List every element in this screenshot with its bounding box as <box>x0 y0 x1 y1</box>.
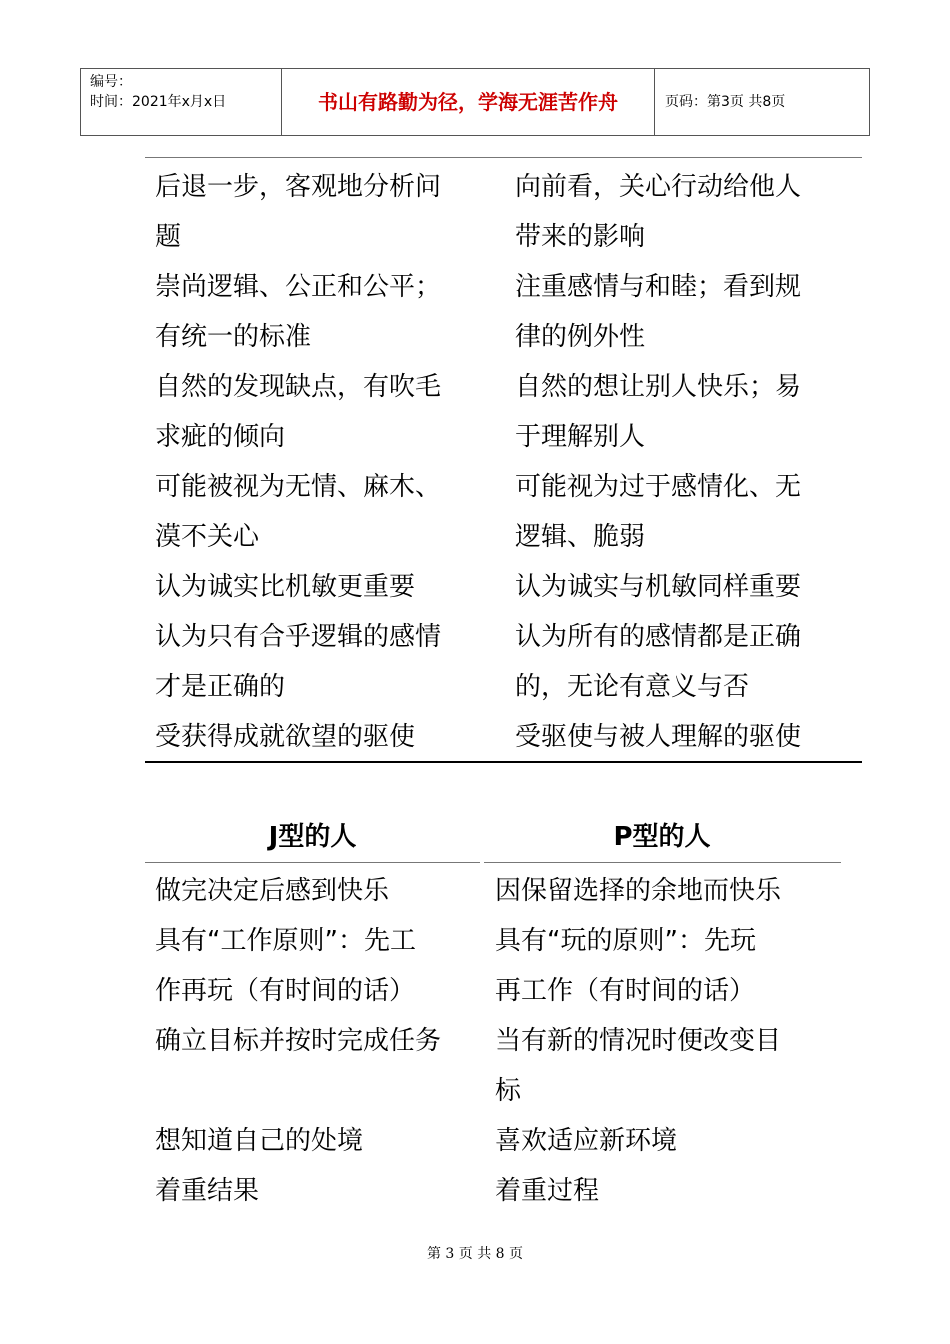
cell-line: 可能视为过于感情化、无 <box>515 472 802 502</box>
cell-line: 认为诚实与机敏同样重要 <box>515 572 802 602</box>
table-row <box>0 362 950 462</box>
cell-line: 当有新的情况时便改变目 <box>495 1026 782 1056</box>
cell-line: 确立目标并按时完成任务 <box>155 1026 442 1056</box>
table-cell-right <box>495 1116 840 1166</box>
cell-line: 做完决定后感到快乐 <box>155 876 390 906</box>
cell-line: 认为诚实比机敏更重要 <box>155 572 416 602</box>
table1-bottom-rule <box>145 761 862 763</box>
table-row <box>0 562 950 612</box>
table2-head-rule-right <box>484 862 841 863</box>
table-cell-left <box>155 362 495 462</box>
cell-line: 自然的发现缺点，有吹毛 <box>155 372 442 402</box>
table-cell-right <box>515 462 860 562</box>
cell-line: 律的例外性 <box>515 322 646 352</box>
cell-line: 崇尚逻辑、公正和公平； <box>155 272 442 302</box>
table-row <box>0 162 950 262</box>
header-motto: 书山有路勤为径，学海无涯苦作舟 <box>282 69 655 135</box>
cell-line: 向前看，关心行动给他人 <box>515 172 802 202</box>
cell-line: 注重感情与和睦；看到规 <box>515 272 802 302</box>
table-row <box>0 712 950 762</box>
table-row <box>0 612 950 712</box>
cell-line: 可能被视为无情、麻木、 <box>155 472 442 502</box>
cell-line: 于理解别人 <box>515 422 646 452</box>
table-cell-right <box>495 1016 840 1116</box>
cell-line: 喜欢适应新环境 <box>495 1126 678 1156</box>
cell-line: 认为只有合乎逻辑的感情 <box>155 622 442 652</box>
table-row <box>0 1016 950 1116</box>
table-cell-right <box>515 712 860 762</box>
table-row <box>0 262 950 362</box>
cell-line: 着重过程 <box>495 1176 600 1206</box>
cell-line: 后退一步，客观地分析问 <box>155 172 442 202</box>
time-label: 时间：2021年x月x日 <box>90 94 227 110</box>
cell-line: 标 <box>495 1076 522 1106</box>
cell-line: 才是正确的 <box>155 672 286 702</box>
cell-line: 题 <box>155 222 182 252</box>
table-cell-left <box>155 562 495 612</box>
number-label: 编号： <box>90 74 132 90</box>
table-row <box>0 462 950 562</box>
cell-line: 着重结果 <box>155 1176 260 1206</box>
cell-line: 认为所有的感情都是正确 <box>515 622 802 652</box>
table-row <box>0 866 950 916</box>
table1-top-rule <box>145 157 862 158</box>
header-meta-cell <box>81 69 282 135</box>
table-cell-left <box>155 1116 480 1166</box>
cell-line: 漠不关心 <box>155 522 260 552</box>
cell-line: 因保留选择的余地而快乐 <box>495 876 782 906</box>
cell-line: 具有“工作原则”：先工 <box>155 926 416 956</box>
cell-line: 带来的影响 <box>515 222 646 252</box>
cell-line: 具有“玩的原则”：先玩 <box>495 926 756 956</box>
table-cell-right <box>515 162 860 262</box>
table-cell-right <box>515 612 860 712</box>
table2-head-rule-left <box>145 862 480 863</box>
table-cell-right <box>495 866 840 916</box>
header-page-info: 页码：第3页 共8页 <box>665 94 786 110</box>
cell-line: 作再玩（有时间的话） <box>155 976 416 1006</box>
table-cell-left <box>155 612 495 712</box>
table-cell-right <box>515 562 860 612</box>
cell-line: 受驱使与被人理解的驱使 <box>515 722 802 752</box>
cell-line: 求疵的倾向 <box>155 422 286 452</box>
document-header <box>80 68 870 136</box>
table-cell-left <box>155 162 495 262</box>
cell-line: 逻辑、脆弱 <box>515 522 646 552</box>
table2-head-j: J型的人 <box>268 822 357 852</box>
table-cell-left <box>155 262 495 362</box>
table-row <box>0 1166 950 1216</box>
table-cell-left <box>155 916 480 1016</box>
page-footer: 第 3 页 共 8 页 <box>426 1246 524 1262</box>
cell-line: 有统一的标准 <box>155 322 312 352</box>
cell-line: 受获得成就欲望的驱使 <box>155 722 416 752</box>
table-cell-left <box>155 712 495 762</box>
table2-head-p: P型的人 <box>613 822 711 852</box>
table-row <box>0 1116 950 1166</box>
cell-line: 的，无论有意义与否 <box>515 672 750 702</box>
table-cell-left <box>155 866 480 916</box>
table-cell-right <box>495 916 840 1016</box>
table-row <box>0 916 950 1016</box>
table-cell-left <box>155 462 495 562</box>
table-cell-left <box>155 1166 480 1216</box>
table-cell-left <box>155 1016 480 1066</box>
cell-line: 再工作（有时间的话） <box>495 976 756 1006</box>
cell-line: 自然的想让别人快乐；易 <box>515 372 802 402</box>
cell-line: 想知道自己的处境 <box>155 1126 364 1156</box>
table-cell-right <box>495 1166 840 1216</box>
table-cell-right <box>515 262 860 362</box>
table-cell-right <box>515 362 860 462</box>
